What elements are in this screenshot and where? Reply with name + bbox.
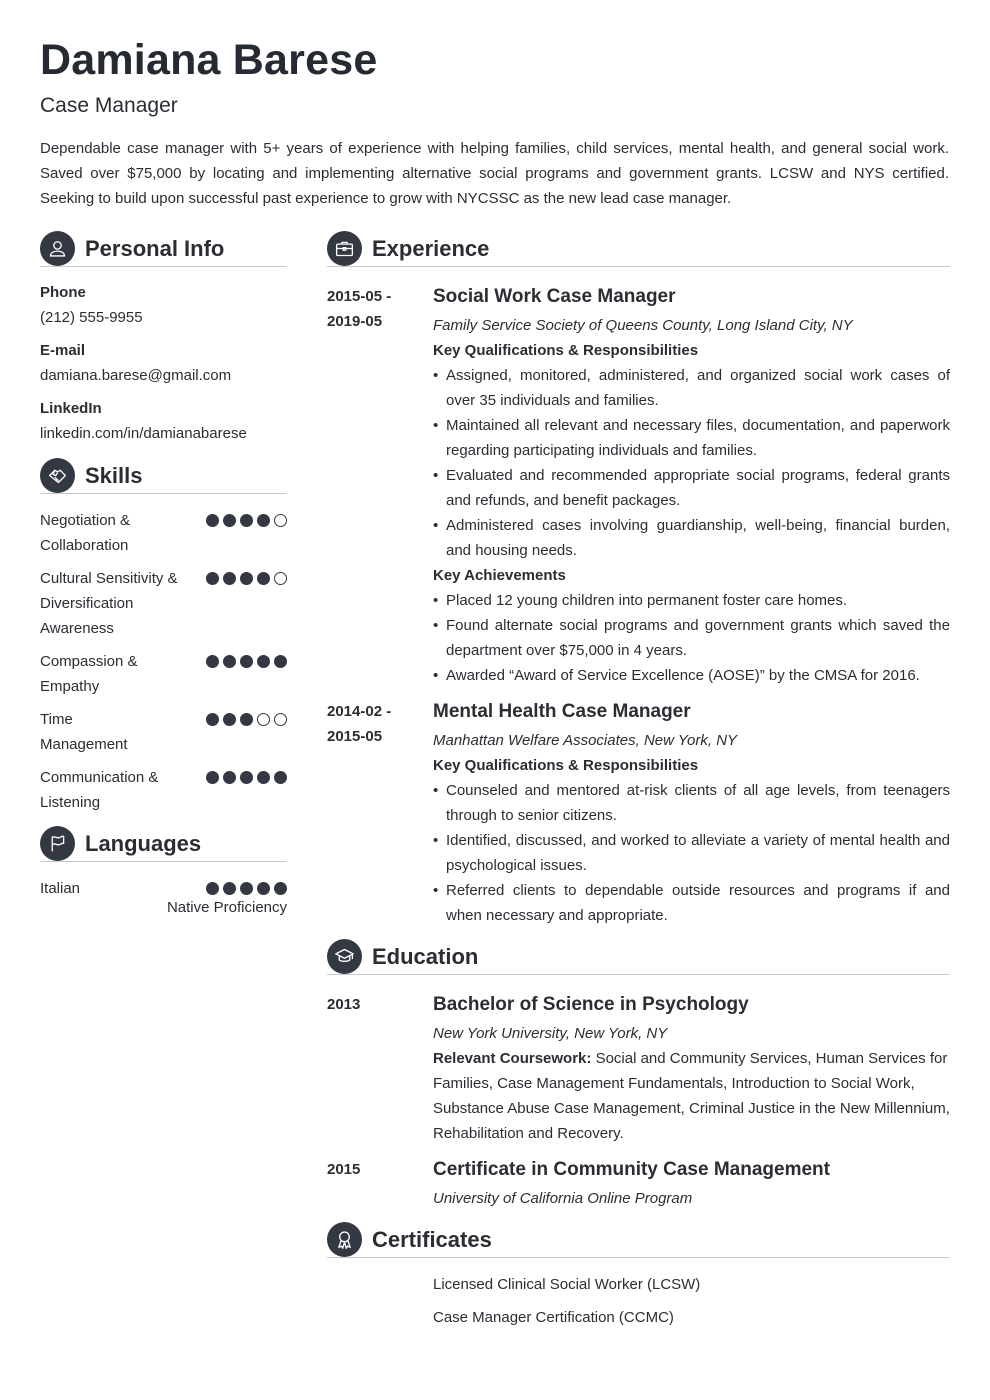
list-item: • Evaluated and recommended appropriate social programs, federal grants and refunds, and benefit packages.	[433, 463, 950, 513]
responsibilities-label: Key Qualifications & Responsibilities	[433, 757, 699, 774]
job-entry	[433, 284, 950, 688]
flag-icon	[40, 826, 75, 861]
degree-title: Bachelor of Science in Psychology	[433, 994, 749, 1015]
education-entry	[433, 992, 950, 1146]
candidate-name: Damiana Barese	[40, 36, 378, 84]
skill-rating	[206, 771, 287, 784]
phone-label: Phone	[40, 284, 86, 301]
experience-heading	[327, 231, 950, 267]
rating-dot-filled	[223, 882, 236, 895]
skill-rating	[206, 514, 287, 527]
list-item: • Referred clients to dependable outside resources and programs if and when necessary and appropriate.	[433, 878, 950, 928]
linkedin-label: LinkedIn	[40, 400, 102, 417]
education-year: 2015	[327, 1161, 361, 1178]
skills-heading	[40, 458, 287, 494]
rating-dot-filled	[240, 771, 253, 784]
language-rating	[206, 882, 287, 895]
skill-name: Negotiation & Collaboration	[40, 512, 131, 554]
responsibilities-list	[433, 363, 950, 563]
job-organization: Manhattan Welfare Associates, New York, NY	[433, 732, 738, 749]
personal-info-title: Personal Info	[85, 235, 225, 261]
rating-dot-filled	[257, 514, 270, 527]
person-icon	[40, 231, 75, 266]
coursework-text: Social and Community Services, Human Services for Families, Case Management Fundamentals, Introduction to Social Work, Substance Abuse Case Management, Criminal Justice in the New Millennium, Rehabilitation and Recovery.	[433, 1050, 950, 1142]
rating-dot-filled	[206, 514, 219, 527]
rating-dot-filled	[274, 771, 287, 784]
list-item: • Counseled and mentored at-risk clients of all age levels, from teenagers through to senior citizens.	[433, 778, 950, 828]
list-item: • Placed 12 young children into permanent foster care homes.	[433, 588, 950, 613]
list-item: • Maintained all relevant and necessary files, documentation, and paperwork regarding participating individuals and families.	[433, 413, 950, 463]
skill-row	[40, 508, 287, 558]
skill-row	[40, 566, 287, 641]
rating-dot-filled	[274, 655, 287, 668]
skill-name: Cultural Sensitivity & Diversification Awareness	[40, 570, 178, 637]
education-year: 2013	[327, 996, 361, 1013]
rating-dot-empty	[274, 572, 287, 585]
job-organization: Family Service Society of Queens County, Long Island City, NY	[433, 317, 853, 334]
job-date	[327, 699, 417, 749]
school-name: New York University, New York, NY	[433, 1025, 668, 1042]
rating-dot-filled	[223, 655, 236, 668]
languages-heading	[40, 826, 287, 862]
job-entry	[433, 699, 950, 928]
award-ribbon-icon	[327, 1222, 362, 1257]
job-date-end: 2019-05	[327, 313, 383, 330]
certificates-title: Certificates	[372, 1226, 492, 1252]
rating-dot-filled	[257, 655, 270, 668]
job-title: Case Manager	[40, 94, 178, 117]
rating-dot-filled	[223, 771, 236, 784]
coursework-label: Relevant Coursework:	[433, 1050, 592, 1067]
rating-dot-filled	[240, 655, 253, 668]
rating-dot-filled	[240, 514, 253, 527]
list-item: • Found alternate social programs and government grants which saved the department over $75,000 in 4 years.	[433, 613, 950, 663]
skill-name: Communication & Listening	[40, 769, 159, 811]
language-proficiency: Native Proficiency	[166, 899, 287, 916]
education-entry	[433, 1157, 950, 1211]
education-title: Education	[372, 943, 479, 969]
skill-row	[40, 765, 287, 815]
responsibilities-label: Key Qualifications & Responsibilities	[433, 342, 699, 359]
language-row	[40, 876, 287, 916]
education-heading	[327, 939, 950, 975]
summary-paragraph: Dependable case manager with 5+ years of experience with helping families, child services, mental health, and general social work. Saved over $75,000 by locating and implementing alternative social programs and government grants. LCSW and NYS certified. Seeking to build upon successful past experience to grow with NYCSSC as the new lead case manager.	[40, 140, 949, 207]
rating-dot-empty	[257, 713, 270, 726]
rating-dot-filled	[223, 713, 236, 726]
linkedin-value: linkedin.com/in/damianabarese	[40, 425, 247, 442]
graduation-cap-icon	[327, 939, 362, 974]
certificates-heading	[327, 1222, 950, 1258]
certificate-item: Case Manager Certification (CCMC)	[433, 1309, 674, 1326]
rating-dot-filled	[257, 572, 270, 585]
language-name: Italian	[40, 880, 81, 897]
job-date-end: 2015-05	[327, 728, 383, 745]
list-item: • Administered cases involving guardianship, well-being, financial burden, and housing needs.	[433, 513, 950, 563]
languages-title: Languages	[85, 830, 202, 856]
skill-row	[40, 707, 287, 757]
email-label: E-mail	[40, 342, 86, 359]
rating-dot-filled	[240, 572, 253, 585]
rating-dot-filled	[274, 882, 287, 895]
job-date	[327, 284, 417, 334]
briefcase-icon	[327, 231, 362, 266]
degree-title: Certificate in Community Case Management	[433, 1159, 830, 1180]
personal-info-heading	[40, 231, 287, 267]
job-date-start: 2014-02 -	[327, 703, 392, 720]
responsibilities-list	[433, 778, 950, 928]
rating-dot-filled	[257, 882, 270, 895]
skill-name: Compassion & Empathy	[40, 653, 138, 695]
rating-dot-filled	[240, 713, 253, 726]
phone-value: (212) 555-9955	[40, 309, 143, 326]
rating-dot-filled	[206, 713, 219, 726]
rating-dot-empty	[274, 713, 287, 726]
rating-dot-empty	[274, 514, 287, 527]
skill-name: Time Management	[40, 711, 128, 753]
skill-rating	[206, 655, 287, 668]
rating-dot-filled	[206, 655, 219, 668]
job-title: Social Work Case Manager	[433, 286, 676, 307]
skills-title: Skills	[85, 462, 143, 488]
achievements-list	[433, 588, 950, 688]
list-item: • Identified, discussed, and worked to alleviate a variety of mental health and psychological issues.	[433, 828, 950, 878]
rating-dot-filled	[206, 771, 219, 784]
list-item: • Assigned, monitored, administered, and organized social work cases of over 35 individuals and families.	[433, 363, 950, 413]
rating-dot-filled	[206, 572, 219, 585]
experience-title: Experience	[372, 235, 490, 261]
rating-dot-filled	[223, 572, 236, 585]
rating-dot-filled	[257, 771, 270, 784]
rating-dot-filled	[223, 514, 236, 527]
achievements-label: Key Achievements	[433, 567, 566, 584]
handshake-icon	[40, 458, 75, 493]
skill-row	[40, 649, 287, 699]
job-title: Mental Health Case Manager	[433, 701, 691, 722]
skill-rating	[206, 713, 287, 726]
list-item: • Awarded “Award of Service Excellence (AOSE)” by the CMSA for 2016.	[433, 663, 950, 688]
rating-dot-filled	[240, 882, 253, 895]
school-name: University of California Online Program	[433, 1190, 693, 1207]
certificate-item: Licensed Clinical Social Worker (LCSW)	[433, 1276, 701, 1293]
skill-rating	[206, 572, 287, 585]
coursework	[433, 1046, 950, 1146]
rating-dot-filled	[206, 882, 219, 895]
email-value: damiana.barese@gmail.com	[40, 367, 232, 384]
job-date-start: 2015-05 -	[327, 288, 392, 305]
